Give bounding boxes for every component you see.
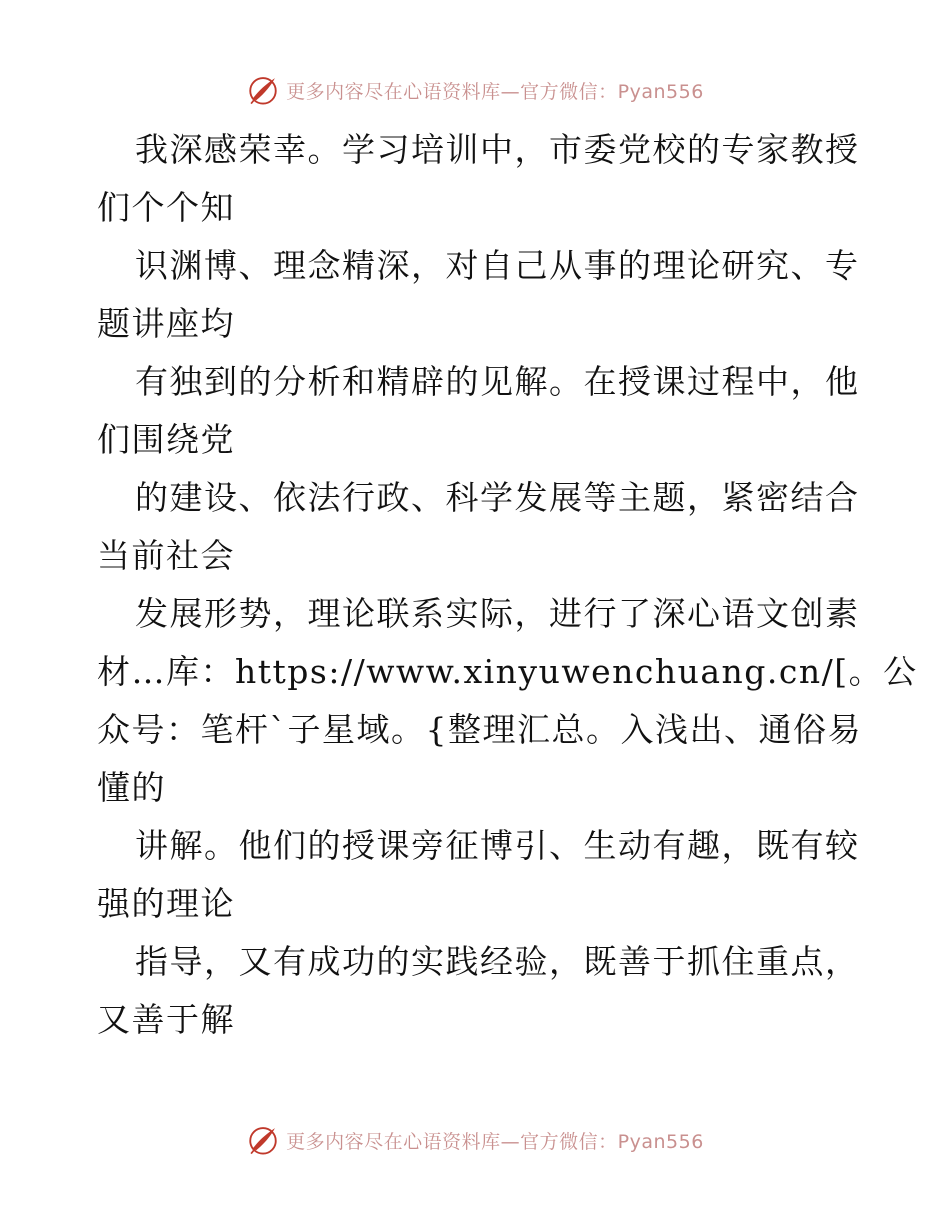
text-line: 的建设、依法行政、科学发展等主题，紧密结合 xyxy=(135,478,860,517)
text-line: 又善于解 xyxy=(97,1000,235,1039)
text-line: 有独到的分析和精辟的见解。在授课过程中，他 xyxy=(135,362,860,401)
pen-logo-icon xyxy=(246,73,280,107)
text-line: 懂的 xyxy=(97,768,166,807)
document-body xyxy=(97,121,918,1049)
text-line: 发展形势，理论联系实际，进行了深心语文创素 xyxy=(135,594,860,633)
text-line: 讲解。他们的授课旁征博引、生动有趣，既有较 xyxy=(135,826,860,865)
text-line: 题讲座均 xyxy=(97,304,235,343)
text-line: 们围绕党 xyxy=(97,420,235,459)
text-line: 强的理论 xyxy=(97,884,235,923)
text-line: 我深感荣幸。学习培训中，市委党校的专家教授 xyxy=(135,130,860,169)
pen-logo-icon xyxy=(246,1123,280,1157)
footer-banner-text: 更多内容尽在心语资料库—官方微信：Pyan556 xyxy=(286,1130,704,1153)
footer-banner xyxy=(0,1122,950,1158)
text-line: 指导，又有成功的实践经验，既善于抓住重点， xyxy=(135,942,860,981)
header-banner xyxy=(0,72,950,108)
text-line: 识渊博、理念精深，对自己从事的理论研究、专 xyxy=(135,246,860,285)
text-line: 当前社会 xyxy=(97,536,235,575)
text-line: 众号：笔杆`子星域。{整理汇总。入浅出、通俗易 xyxy=(97,710,862,749)
text-line: 材…库：https://www.xinyuwenchuang.cn/[。公 xyxy=(97,652,918,691)
text-line: 们个个知 xyxy=(97,188,235,227)
header-banner-text: 更多内容尽在心语资料库—官方微信：Pyan556 xyxy=(286,80,704,103)
